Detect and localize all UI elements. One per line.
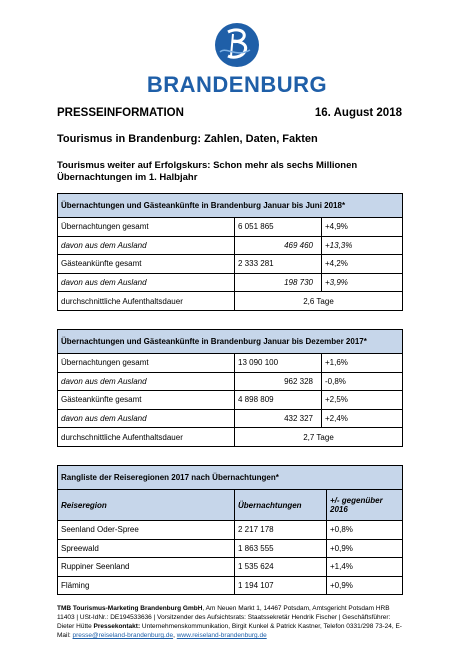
row-region: Seenland Oder-Spree bbox=[58, 521, 235, 540]
press-label: PRESSEINFORMATION bbox=[57, 107, 184, 119]
row-value: 1 535 624 bbox=[235, 558, 327, 577]
table-row bbox=[58, 428, 403, 447]
row-value: 1 863 555 bbox=[235, 539, 327, 558]
row-change: -0,8% bbox=[322, 372, 403, 391]
row-label: davon aus dem Ausland bbox=[58, 273, 235, 292]
table-row bbox=[58, 372, 403, 391]
footer-press-label: Pressekontakt: bbox=[93, 623, 141, 630]
row-region: Spreewald bbox=[58, 539, 235, 558]
row-label: Gästeankünfte gesamt bbox=[58, 255, 235, 274]
row-region: Fläming bbox=[58, 576, 235, 595]
row-change: +13,3% bbox=[322, 236, 403, 255]
table-row bbox=[58, 391, 403, 410]
row-value: 2,6 Tage bbox=[235, 292, 403, 311]
column-header-row bbox=[58, 490, 403, 521]
footer-separator: , bbox=[173, 632, 177, 639]
row-change: +0,9% bbox=[327, 539, 403, 558]
row-value: 198 730 bbox=[235, 273, 322, 292]
row-value: 2 333 281 bbox=[235, 255, 322, 274]
row-label: Gästeankünfte gesamt bbox=[58, 391, 235, 410]
brand-logo bbox=[0, 22, 474, 98]
stats-table-2017 bbox=[57, 329, 403, 447]
table-row bbox=[58, 236, 403, 255]
footer-address: , Am Neuen Markt 1, 14467 Potsdam, Amtsgericht Potsdam HRB 11403 | USt-IdNr.: DE194533636 | Vorsitzender des Aufsichtsrats: Staatssekretär Hendrik Fischer | Geschäftsführer: Dieter Hütte bbox=[57, 605, 391, 630]
footer-org: TMB Tourismus-Marketing Brandenburg GmbH bbox=[57, 605, 203, 612]
row-label: davon aus dem Ausland bbox=[58, 409, 235, 428]
website-link[interactable]: www.reiseland-brandenburg.de bbox=[176, 632, 267, 639]
table-heading: Übernachtungen und Gästeankünfte in Brandenburg Januar bis Juni 2018* bbox=[58, 194, 403, 218]
footer-imprint bbox=[57, 604, 407, 640]
row-label: durchschnittliche Aufenthaltsdauer bbox=[58, 428, 235, 447]
press-date: 16. August 2018 bbox=[314, 107, 402, 119]
table-row bbox=[58, 255, 403, 274]
row-value: 1 194 107 bbox=[235, 576, 327, 595]
table-row bbox=[58, 292, 403, 311]
row-change: +2,5% bbox=[322, 391, 403, 410]
row-label: davon aus dem Ausland bbox=[58, 372, 235, 391]
column-header: Übernachtungen bbox=[235, 490, 327, 521]
document-title: Tourismus in Brandenburg: Zahlen, Daten, Fakten bbox=[57, 133, 318, 145]
column-header: Reiseregion bbox=[58, 490, 235, 521]
table-row bbox=[58, 409, 403, 428]
row-label: Übernachtungen gesamt bbox=[58, 218, 235, 237]
row-value: 6 051 865 bbox=[235, 218, 322, 237]
row-value: 962 328 bbox=[235, 372, 322, 391]
brandenburg-logo-icon bbox=[206, 22, 268, 68]
row-change: +1,4% bbox=[327, 558, 403, 577]
row-value: 13 090 100 bbox=[235, 354, 322, 373]
row-change: +2,4% bbox=[322, 409, 403, 428]
document-subtitle: Tourismus weiter auf Erfolgskurs: Schon mehr als sechs Millionen Übernachtungen im 1. Halbjahr bbox=[57, 160, 358, 183]
table-row bbox=[58, 354, 403, 373]
table-row bbox=[58, 218, 403, 237]
row-change: +0,8% bbox=[327, 521, 403, 540]
region-ranking-table bbox=[57, 465, 403, 595]
row-change: +1,6% bbox=[322, 354, 403, 373]
row-value: 2 217 178 bbox=[235, 521, 327, 540]
row-value: 4 898 809 bbox=[235, 391, 322, 410]
row-value: 432 327 bbox=[235, 409, 322, 428]
table-header-row bbox=[58, 330, 403, 354]
row-label: Übernachtungen gesamt bbox=[58, 354, 235, 373]
row-value: 2,7 Tage bbox=[235, 428, 403, 447]
row-label: davon aus dem Ausland bbox=[58, 236, 235, 255]
table-row bbox=[58, 576, 403, 595]
footer-press-contact: Unternehmenskommunikation, Birgit Kunkel & Patrick Kastner, Telefon 0331/298 73-24, E-Mail: bbox=[57, 623, 402, 639]
table-heading: Übernachtungen und Gästeankünfte in Brandenburg Januar bis Dezember 2017* bbox=[58, 330, 403, 354]
table-heading: Rangliste der Reiseregionen 2017 nach Übernachtungen* bbox=[58, 466, 403, 490]
column-header: +/- gegenüber 2016 bbox=[327, 490, 403, 521]
table-row bbox=[58, 521, 403, 540]
row-change: +4,9% bbox=[322, 218, 403, 237]
table-header-row bbox=[58, 194, 403, 218]
row-change: +0,9% bbox=[327, 576, 403, 595]
row-region: Ruppiner Seenland bbox=[58, 558, 235, 577]
logo-wordmark: BRANDENBURG bbox=[146, 72, 328, 97]
row-change: +3,9% bbox=[322, 273, 403, 292]
table-row bbox=[58, 273, 403, 292]
row-change: +4,2% bbox=[322, 255, 403, 274]
table-row bbox=[58, 539, 403, 558]
table-row bbox=[58, 558, 403, 577]
press-header bbox=[57, 107, 402, 119]
row-value: 469 460 bbox=[235, 236, 322, 255]
press-email-link[interactable]: presse@reiseland-brandenburg.de bbox=[72, 632, 174, 639]
row-label: durchschnittliche Aufenthaltsdauer bbox=[58, 292, 235, 311]
table-header-row bbox=[58, 466, 403, 490]
stats-table-2018 bbox=[57, 193, 403, 311]
